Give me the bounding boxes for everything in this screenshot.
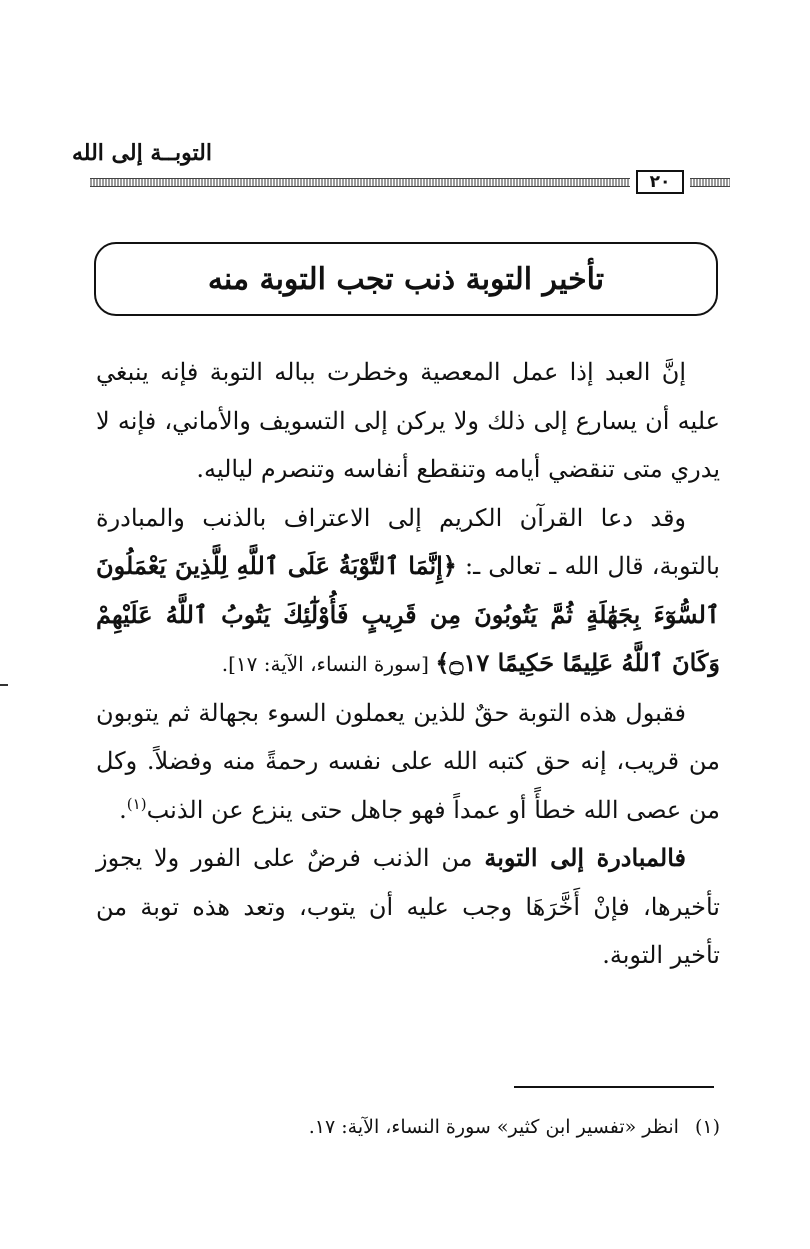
footnote [96, 1112, 720, 1142]
paragraph-3-end: . [119, 795, 127, 824]
section-title: تأخير التوبة ذنب تجب التوبة منه [207, 261, 605, 297]
paragraph-3 [96, 689, 720, 835]
margin-mark [0, 684, 8, 686]
paragraph-4 [96, 834, 720, 980]
paragraph-1: إنَّ العبد إذا عمل المعصية وخطرت بباله التوبة فإنه ينبغي عليه أن يسارع إلى ذلك ولا يركن إلى التسويف والأماني، فإنه لا يدري متى تنقضي أيامه وتنقطع أنفاسه وتنصرم لياليه. [96, 358, 720, 483]
paragraph-3-text: فقبول هذه التوبة حقٌ للذين يعملون السوء بجهالة ثم يتوبون من قريب، إنه حق كتبه الله على نفسه رحمةً منه وفضلاً. وكل من عصى الله خطأً أو عمداً فهو جاهل حتى ينزع عن الذنب [96, 698, 720, 824]
paragraph-4-lead: فالمبادرة إلى التوبة [484, 843, 686, 872]
footnote-number: (١) [694, 1116, 720, 1138]
header-rule [90, 178, 630, 187]
running-title: التوبــة إلى الله [72, 140, 212, 166]
quran-verse: ﴿إِنَّمَا ٱلتَّوْبَةُ عَلَى ٱللَّهِ لِلَّذِينَ يَعْمَلُونَ ٱلسُّوٓءَ بِجَهَٰلَةٍ ثُمَّ يَتُوبُونَ مِن قَرِيبٍ فَأُوْلَٰٓئِكَ يَتُوبُ ٱللَّهُ عَلَيْهِمْ وَكَانَ ٱللَّهُ عَلِيمًا حَكِيمًا ۝١٧﴾ [96, 551, 720, 677]
paragraph-2 [96, 494, 720, 689]
footnote-reference[interactable]: (١) [126, 794, 147, 813]
footnote-text: انظر «تفسير ابن كثير» سورة النساء، الآية: ١٧. [308, 1116, 679, 1138]
header-rule-right [690, 178, 730, 187]
body-text [96, 348, 720, 980]
page-number: ٢٠ [636, 170, 684, 194]
verse-citation: [سورة النساء، الآية: ١٧]. [221, 652, 436, 676]
paragraph-2-intro: وقد دعا القرآن الكريم إلى الاعتراف بالذنب والمبادرة بالتوبة، قال الله ـ تعالى ـ: [96, 503, 720, 580]
section-title-box [94, 242, 718, 316]
footnote-rule [514, 1086, 714, 1088]
paragraph-4-text: من الذنب فرضٌ على الفور ولا يجوز تأخيرها، فإنْ أَخَّرَهَا وجب عليه أن يتوب، وتعد هذه توبة من تأخير التوبة. [96, 844, 720, 969]
